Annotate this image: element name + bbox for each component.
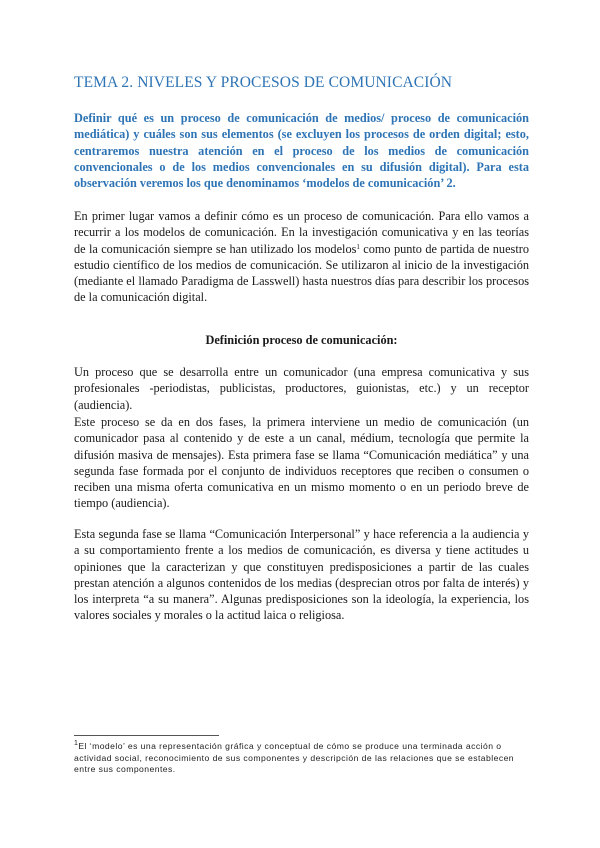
page-title: TEMA 2. NIVELES Y PROCESOS DE COMUNICACIÓN: [74, 74, 453, 91]
paragraph-text: En primer lugar vamos a definir cómo es un proceso de comunicación. Para ello vamos a recurrir a los modelos de comunicación. En la investigación comunicativa y en las teorías de la comunicación siempre se han utilizado los modelos: [74, 209, 529, 256]
footnote-reference: 1: [356, 242, 360, 251]
intro-paragraph: Definir qué es un proceso de comunicación de medios/ proceso de comunicación mediática) y cuáles son sus elementos (se excluyen los procesos de orden digital; esto, centraremos nuestra atención en el proceso de los medios de comunicación convencionales o de los medios convencionales en su difusión digital). Para esta observación veremos los que denominamos ‘modelos de comunicación’ 2.: [74, 111, 529, 191]
section-heading: Definición proceso de comunicación:: [205, 333, 398, 347]
footnote-text: El ‘modelo’ es una representación gráfica y conceptual de cómo se produce una terminada acción o actividad social, reconocimiento de sus componentes y descripción de las relaciones que se establecen entre sus componentes.: [74, 741, 515, 775]
paragraph-models: [74, 208, 529, 306]
footnote: [74, 741, 534, 776]
paragraph-second-phase: Esta segunda fase se llama “Comunicación Interpersonal” y hace referencia a la audiencia y a su comportamiento frente a los medios de comunicación, es diversa y tiene actitudes u opiniones que la caracterizan y que constituyen predisposiciones a partir de las cuales prestan atención a algunos contenidos de los medias (desprecian otros por falta de interés) y los interpreta “a su manera”. Algunas predisposiciones son la ideología, la experiencia, los valores sociales y morales o la actitud laica o religiosa.: [74, 527, 529, 623]
footnote-divider: [74, 735, 219, 736]
footnote-number: 1: [74, 740, 79, 747]
paragraph-phases: Este proceso se da en dos fases, la primera interviene un medio de comunicación (un comunicador pasa al contenido y de este a un canal, médium, tecnología que permite la difusión masiva de mensajes). Esta primera fase se llama “Comunicación mediática” y una segunda fase formada por el conjunto de individuos receptores que reciben o consumen o reciben una misma oferta comunicativa en un mismo momento o en un periodo breve de tiempo (audiencia).: [74, 415, 529, 511]
paragraph-text: como punto de partida de nuestro estudio científico de los medios de comunicación. Se utilizaron al inicio de la investigación (mediante el llamado Paradigma de Lasswell) hasta nuestros días para describir los procesos de la comunicación digital.: [74, 241, 529, 305]
paragraph-definition: Un proceso que se desarrolla entre un comunicador (una empresa comunicativa y sus profesionales -periodistas, publicistas, productores, guionistas, etc.) y un receptor (audiencia).: [74, 365, 529, 412]
